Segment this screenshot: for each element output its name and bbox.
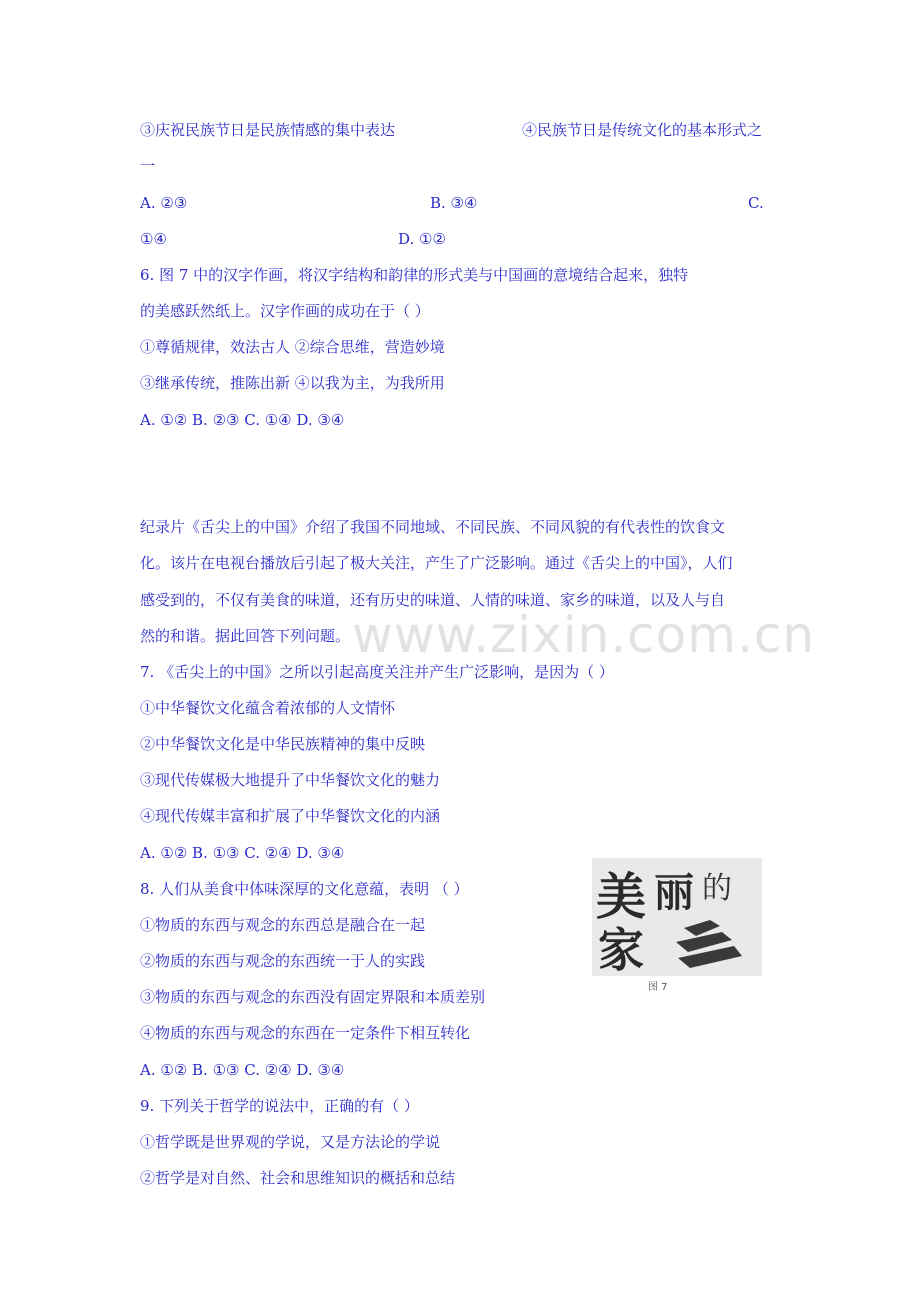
question-8-stem: 8. 人们从美食中体味深厚的文化意蕴，表明 （ ） (140, 880, 469, 898)
figure-7-image (592, 858, 762, 996)
question-6-stem: 6. 图 7 中的汉字作画，将汉字结构和韵律的形式美与中国画的意境结合起来，独特 (140, 266, 689, 284)
figure-caption: 图 7 (648, 982, 668, 993)
question-7-option-1: ①中华餐饮文化蕴含着浓郁的人文情怀 (140, 699, 396, 717)
question-8-option-2: ②物质的东西与观念的东西统一于人的实践 (140, 952, 426, 970)
question-6-answers: A. ①② B. ②③ C. ①④ D. ③④ (140, 411, 345, 429)
option-4-text: ④民族节日是传统文化的基本形式之 (522, 121, 763, 139)
question-6-stem-cont: 的美感跃然纸上。汉字作画的成功在于（ ） (140, 302, 430, 320)
figure-char-2: 丽 (654, 870, 694, 916)
question-9-stem: 9. 下列关于哲学的说法中，正确的有（ ） (140, 1097, 419, 1115)
watermark: www.zixin.com.cn (352, 606, 816, 664)
figure-char-4: 家 (598, 923, 644, 977)
passage-line-1: 纪录片《舌尖上的中国》介绍了我国不同地域、不同民族、不同风貌的有代表性的饮食文 (140, 518, 726, 536)
question-7-option-2: ②中华餐饮文化是中华民族精神的集中反映 (140, 735, 426, 753)
question-8-option-1: ①物质的东西与观念的东西总是融合在一起 (140, 916, 426, 934)
passage-line-4: 然的和谐。据此回答下列问题。 (140, 627, 351, 645)
question-7-answers: A. ①② B. ①③ C. ②④ D. ③④ (140, 844, 345, 862)
figure-char-1: 美 (596, 868, 646, 926)
passage-line-2: 化。该片在电视台播放后引起了极大关注，产生了广泛影响。通过《舌尖上的中国》，人们 (140, 554, 733, 572)
question-7-option-3: ③现代传媒极大地提升了中华餐饮文化的魅力 (140, 771, 441, 789)
question-6-options-1: ①尊循规律，效法古人 ②综合思维，营造妙境 (140, 338, 445, 356)
question-9-option-1: ①哲学既是世界观的学说，又是方法论的学说 (140, 1133, 441, 1151)
question-6-options-2: ③继承传统，推陈出新 ④以我为主，为我所用 (140, 374, 445, 392)
question-7-option-4: ④现代传媒丰富和扩展了中华餐饮文化的内涵 (140, 807, 441, 825)
q5-answer-c: C. (748, 194, 764, 212)
option-4-continuation: 一 (140, 157, 156, 175)
question-8-option-4: ④物质的东西与观念的东西在一定条件下相互转化 (140, 1024, 471, 1042)
question-9-option-2: ②哲学是对自然、社会和思维知识的概括和总结 (140, 1169, 456, 1187)
q5-answer-d: D. ①② (398, 230, 446, 248)
question-7-stem: 7. 《舌尖上的中国》之所以引起高度关注并产生广泛影响，是因为（ ） (140, 663, 614, 681)
q5-answer-b: B. ③④ (430, 194, 478, 212)
q5-answer-c-value: ①④ (140, 230, 167, 248)
question-8-option-3: ③物质的东西与观念的东西没有固定界限和本质差别 (140, 988, 486, 1006)
q5-answer-a: A. ②③ (140, 194, 188, 212)
question-8-answers: A. ①② B. ①③ C. ②④ D. ③④ (140, 1061, 345, 1079)
figure-char-3: 的 (702, 871, 732, 906)
option-3-text: ③庆祝民族节日是民族情感的集中表达 (140, 121, 396, 139)
passage-line-3: 感受到的，不仅有美食的味道，还有历史的味道、人情的味道、家乡的味道，以及人与自 (140, 591, 726, 609)
